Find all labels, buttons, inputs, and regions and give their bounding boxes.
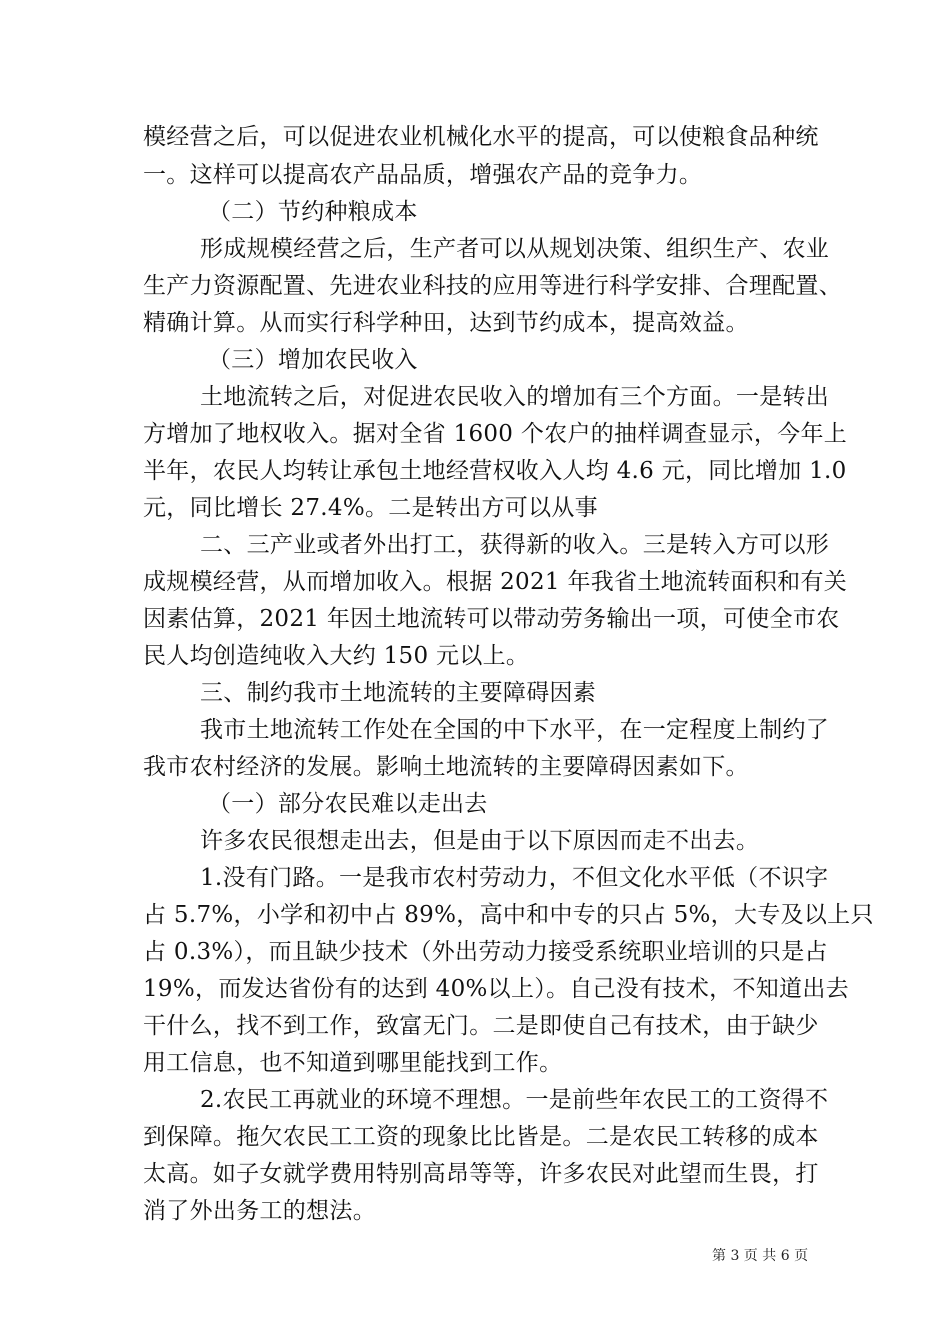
text-line: 用工信息，也不知道到哪里能找到工作。 — [143, 1050, 563, 1076]
text-line: 成规模经营，从而增加收入。根据 2021 年我省土地流转面积和有关 — [143, 569, 848, 595]
paragraph-first-line: 2.农民工再就业的环境不理想。一是前些年农民工的工资得不 — [200, 1087, 829, 1113]
section-heading: （二）节约种粮成本 — [208, 199, 418, 225]
text-line: 精确计算。从而实行科学种田，达到节约成本，提高效益。 — [143, 310, 749, 336]
text-line: 我市农村经济的发展。影响土地流转的主要障碍因素如下。 — [143, 754, 749, 780]
text-line: 占 5.7%，小学和初中占 89%，高中和中专的只占 5%，大专及以上只 — [143, 902, 874, 928]
paragraph-first-line: 二、三产业或者外出打工，获得新的收入。三是转入方可以形 — [200, 532, 830, 558]
text-line: 半年，农民人均转让承包土地经营权收入人均 4.6 元，同比增加 1.0 — [143, 458, 847, 484]
paragraph-first-line: 我市土地流转工作处在全国的中下水平，在一定程度上制约了 — [200, 717, 830, 743]
section-heading: （三）增加农民收入 — [208, 347, 418, 373]
text-line: 太高。如子女就学费用特别高昂等等，许多农民对此望而生畏，打 — [143, 1161, 819, 1187]
text-line: 民人均创造纯收入大约 150 元以上。 — [143, 643, 530, 669]
paragraph-first-line: 形成规模经营之后，生产者可以从规划决策、组织生产、农业 — [200, 236, 830, 262]
paragraph-first-line: 土地流转之后，对促进农民收入的增加有三个方面。一是转出 — [200, 384, 830, 410]
text-line: 元，同比增长 27.4%。二是转出方可以从事 — [143, 495, 598, 521]
section-heading: 三、制约我市土地流转的主要障碍因素 — [200, 680, 597, 706]
section-heading: （一）部分农民难以走出去 — [208, 791, 488, 817]
text-line: 占 0.3%），而且缺少技术（外出劳动力接受系统职业培训的只是占 — [143, 939, 828, 965]
text-line: 干什么，找不到工作，致富无门。二是即使自己有技术，由于缺少 — [143, 1013, 819, 1039]
text-line: 因素估算，2021 年因土地流转可以带动劳务输出一项，可使全市农 — [143, 606, 840, 632]
text-line: 到保障。拖欠农民工工资的现象比比皆是。二是农民工转移的成本 — [143, 1124, 819, 1150]
text-line: 一。这样可以提高农产品品质，增强农产品的竞争力。 — [143, 162, 703, 188]
paragraph-first-line: 许多农民很想走出去，但是由于以下原因而走不出去。 — [200, 828, 760, 854]
text-line: 模经营之后，可以促进农业机械化水平的提高，可以使粮食品种统 — [143, 124, 819, 150]
page-number-footer: 第 3 页 共 6 页 — [712, 1248, 809, 1264]
text-line: 消了外出务工的想法。 — [143, 1198, 376, 1224]
text-line: 19%，而发达省份有的达到 40%以上）。自己没有技术，不知道出去 — [143, 976, 849, 1002]
text-line: 方增加了地权收入。据对全省 1600 个农户的抽样调查显示，今年上 — [143, 421, 848, 447]
paragraph-first-line: 1.没有门路。一是我市农村劳动力，不但文化水平低（不识字 — [200, 865, 829, 891]
text-line: 生产力资源配置、先进农业科技的应用等进行科学安排、合理配置、 — [143, 273, 842, 299]
